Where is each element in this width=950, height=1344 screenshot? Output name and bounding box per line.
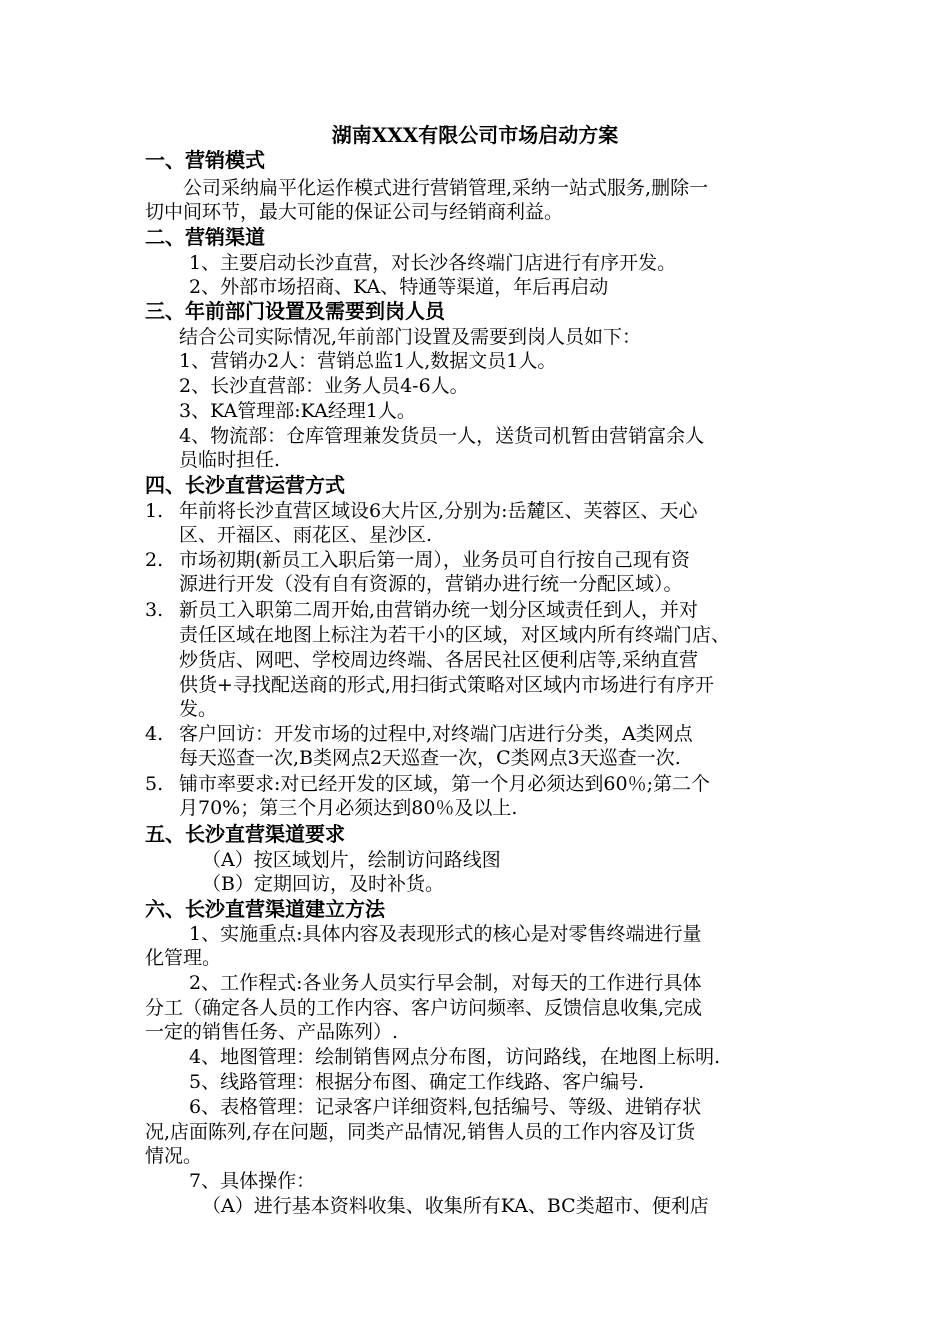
paragraph-line: 一定的销售任务、产品陈列）. bbox=[145, 1021, 399, 1043]
paragraph-line: 化管理。 bbox=[145, 947, 222, 969]
list-item-line: 铺市率要求:对已经开发的区域，第一个月必须达到60％;第二个 bbox=[179, 773, 710, 795]
list-item: 员临时担任. bbox=[179, 449, 281, 471]
list-number: 4. bbox=[145, 723, 164, 745]
section-heading-4: 四、长沙直营运营方式 bbox=[145, 473, 345, 497]
list-item-line: 源进行开发（没有自有资源的，营销办进行统一分配区域）。 bbox=[179, 573, 683, 595]
list-item-line: 市场初期(新员工入职后第一周），业务员可自行按自己现有资 bbox=[179, 549, 690, 571]
list-number: 5. bbox=[145, 773, 164, 795]
document-title: 湖南XXX有限公司市场启动方案 bbox=[331, 123, 619, 147]
paragraph-line: 2、工作程式:各业务人员实行早会制，对每天的工作进行具体 bbox=[189, 972, 702, 994]
list-item: 4、物流部：仓库管理兼发货员一人，送货司机暂由营销富余人 bbox=[179, 425, 705, 447]
paragraph-line: 6、表格管理：记录客户详细资料,包括编号、等级、进销存状 bbox=[189, 1096, 702, 1118]
paragraph-line: （A）进行基本资料收集、收集所有KA、BC类超市、便利店 bbox=[202, 1195, 709, 1217]
list-item: （A）按区域划片，绘制访问路线图 bbox=[202, 849, 501, 871]
section-heading-6: 六、长沙直营渠道建立方法 bbox=[145, 897, 385, 921]
list-item: 1、主要启动长沙直营，对长沙各终端门店进行有序开发。 bbox=[189, 252, 677, 274]
list-number: 1. bbox=[145, 500, 164, 522]
list-item: 1、营销办2人：营销总监1人,数据文员1人。 bbox=[179, 350, 557, 372]
paragraph-line: 4、地图管理：绘制销售网点分布图，访问路线，在地图上标明. bbox=[189, 1046, 721, 1068]
list-item-line: 发。 bbox=[179, 698, 218, 720]
paragraph-line: 况,店面陈列,存在问题，同类产品情况,销售人员的工作内容及订货 bbox=[145, 1121, 696, 1143]
list-item-line: 新员工入职第二周开始,由营销办统一划分区域责任到人，并对 bbox=[179, 599, 699, 621]
list-item-line: 每天巡查一次,B类网点2天巡查一次，C类网点3天巡查一次. bbox=[179, 747, 681, 769]
list-number: 2. bbox=[145, 549, 164, 571]
section-heading-2: 二、营销渠道 bbox=[145, 225, 265, 249]
list-item: （B）定期回访，及时补货。 bbox=[202, 873, 444, 895]
paragraph-line: 公司采纳扁平化运作模式进行营销管理,采纳一站式服务,删除一 bbox=[183, 177, 709, 199]
section-heading-5: 五、长沙直营渠道要求 bbox=[145, 822, 345, 846]
paragraph-line: 结合公司实际情况,年前部门设置及需要到岗人员如下： bbox=[179, 326, 642, 348]
list-item-line: 责任区域在地图上标注为若干小的区域，对区域内所有终端门店、 bbox=[179, 624, 731, 646]
paragraph-line: 情况。 bbox=[145, 1145, 203, 1167]
list-number: 3. bbox=[145, 599, 164, 621]
list-item-line: 月70%；第三个月必须达到80％及以上. bbox=[179, 797, 518, 819]
paragraph-line: 分工（确定各人员的工作内容、客户访问频率、反馈信息收集,完成 bbox=[145, 997, 703, 1019]
paragraph-line: 切中间环节，最大可能的保证公司与经销商利益。 bbox=[145, 201, 564, 223]
list-item-line: 客户回访：开发市场的过程中,对终端门店进行分类，A类网点 bbox=[179, 723, 693, 745]
section-heading-3: 三、年前部门设置及需要到岗人员 bbox=[145, 299, 445, 323]
list-item: 3、KA管理部:KA经理1人。 bbox=[179, 400, 416, 422]
list-item-line: 炒货店、网吧、学校周边终端、各居民社区便利店等,采纳直营 bbox=[179, 649, 699, 671]
paragraph-line: 7、具体操作： bbox=[189, 1170, 316, 1192]
list-item-line: 年前将长沙直营区域设6大片区,分别为:岳麓区、芙蓉区、天心 bbox=[179, 500, 698, 522]
paragraph-line: 1、实施重点:具体内容及表现形式的核心是对零售终端进行量 bbox=[189, 923, 702, 945]
list-item-line: 区、开福区、雨花区、星沙区. bbox=[179, 524, 433, 546]
section-heading-1: 一、营销模式 bbox=[145, 148, 265, 172]
paragraph-line: 5、线路管理：根据分布图、确定工作线路、客户编号. bbox=[189, 1071, 645, 1093]
list-item: 2、外部市场招商、KA、特通等渠道，年后再启动 bbox=[189, 276, 609, 298]
list-item-line: 供货+寻找配送商的形式,用扫街式策略对区域内市场进行有序开 bbox=[179, 674, 714, 696]
list-item: 2、长沙直营部：业务人员4-6人。 bbox=[179, 375, 469, 397]
